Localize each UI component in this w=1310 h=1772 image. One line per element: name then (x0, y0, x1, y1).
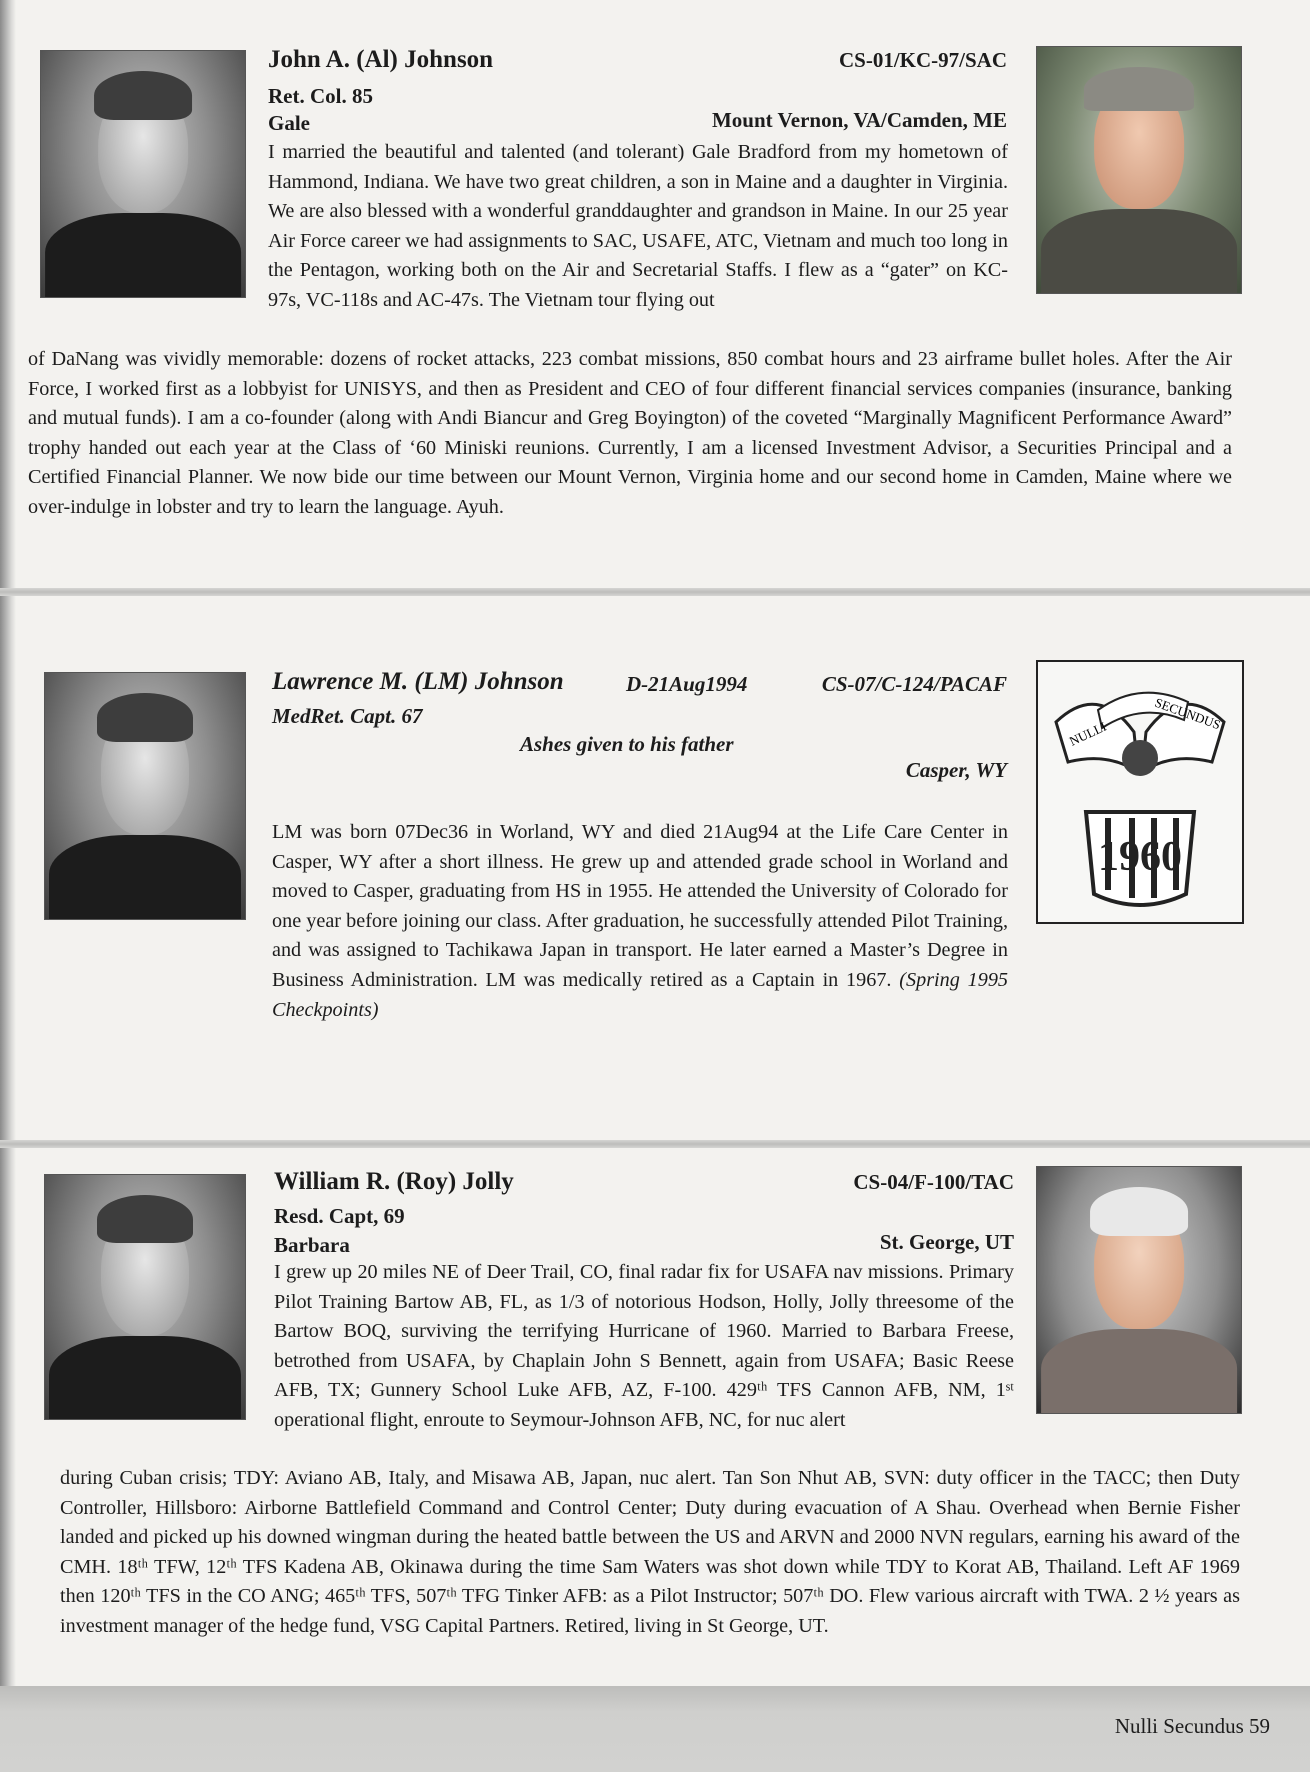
bio-text-wrap: I grew up 20 miles NE of Deer Trail, CO, final radar fix for USAFA nav missions. Primary Pilot Training Bartow AB, FL, as 1/3 of notorious Hodson, Holly, Jolly threesome of the Bartow BOQ, surviving the terrifying Hurricane of 1960. Married to Barbara Freese, betrothed from USAFA, by Chaplain John S Bennett, again from USAFA; Basic Reese AFB, TX; Gunnery School Luke AFB, AZ, F-100. 429ᵗʰ TFS Cannon AFB, NM, 1ˢᵗ operational flight, enroute to Seymour-Johnson AFB, NC, for nuc alert (274, 1261, 1014, 1431)
entry-name: William R. (Roy) Jolly (274, 1168, 514, 1195)
bio-source: (Spring 1995 Checkpoints) (272, 968, 1009, 1021)
entry-location: Casper, WY (905, 758, 1007, 782)
entry-location: St. George, UT (879, 1230, 1014, 1254)
class-crest-1960 (1036, 660, 1244, 924)
footer-label (1115, 1714, 1270, 1739)
entry-john-johnson (0, 0, 1310, 590)
bio-text (272, 818, 1008, 1025)
crest-year: 1960 (1098, 834, 1182, 880)
cadet-photo-william-jolly (44, 1174, 246, 1420)
recent-photo-william-jolly (1036, 1166, 1242, 1414)
page-footer (0, 1686, 1310, 1772)
entry-lawrence-johnson (0, 600, 1310, 1140)
footer-title: Nulli Secundus (1114, 1714, 1244, 1738)
section-divider (0, 588, 1310, 596)
cadet-photo-john-johnson (40, 50, 246, 298)
cadet-photo-lawrence-johnson (44, 672, 246, 920)
entry-death-date: D-21Aug1994 (626, 672, 748, 696)
entry-william-jolly (0, 1150, 1310, 1680)
entry-rank: Ret. Col. 85 (268, 84, 373, 108)
entry-note: Ashes given to his father (520, 732, 734, 756)
entry-spouse: Gale (268, 111, 310, 135)
entry-code: CS-01/KC-97/SAC (838, 48, 1007, 72)
crest-motto-left: NULLI (1066, 718, 1109, 749)
bio-body: LM was born 07Dec36 in Worland, WY and died 21Aug94 at the Life Care Center in Casper, WY after a short illness. He grew up and attended grade school in Worland and moved to Casper, graduating from HS in 1955. He attended the University of Colorado for one year before joining our class. After graduation, he successfully attended Pilot Training, and was assigned to Tachikawa Japan in transport. He later earned a Master’s Degree in Business Administration. LM was medically retired as a Captain in 1967. (272, 821, 1008, 991)
bio-text-full: of DaNang was vividly memorable: dozens of rocket attacks, 223 combat missions, 850 combat hours and 23 airframe bullet holes. After the Air Force, I worked first as a lobbyist for UNISYS, and then as President and CEO of four different financial services companies (insurance, banking and mutual funds). I am a co-founder (along with Andi Biancur and Greg Boyington) of the coveted “Marginally Magnificent Performance Award” trophy handed out each year at the Class of ‘60 Miniski reunions. Currently, I am a licensed Investment Advisor, a Securities Principal and a Certified Financial Planner. We now bide our time between our Mount Vernon, Virginia home and our second home in Camden, Maine where we over-indulge in lobster and try to learn the language. Ayuh. (28, 348, 1232, 518)
crest-icon (1038, 662, 1242, 922)
entry-rank: Resd. Capt, 69 (274, 1204, 405, 1228)
page-number: 59 (1249, 1714, 1270, 1738)
entry-spouse: Barbara (274, 1233, 350, 1257)
entry-location: Mount Vernon, VA/Camden, ME (711, 108, 1007, 132)
entry-code: CS-04/F-100/TAC (853, 1170, 1014, 1194)
recent-photo-john-johnson (1036, 46, 1242, 294)
bio-text-full: during Cuban crisis; TDY: Aviano AB, Italy, and Misawa AB, Japan, nuc alert. Tan Son Nhut AB, SVN: duty officer in the TACC; then Duty Controller, Hillsboro: Airborne Battlefield Command and Control Center; Duty during evacuation of A Shau. Overhead when Bernie Fisher landed and picked up his downed wingman during the heated battle between the US and ARVN and 2000 NVN regulars, earning his award of the CMH. 18ᵗʰ TFW, 12ᵗʰ TFS Kadena AB, Okinawa during the time Sam Waters was shot down while TDY to Korat AB, Thailand. Left AF 1969 then 120ᵗʰ TFS in the CO ANG; 465ᵗʰ TFS, 507ᵗʰ TFG Tinker AFB: as a Pilot Instructor; 507ᵗʰ DO. Flew various aircraft with TWA. 2 ½ years as investment manager of the hedge fund, VSG Capital Partners. Retired, living in St George, UT. (60, 1467, 1240, 1637)
entry-name: John A. (Al) Johnson (268, 46, 494, 73)
entry-name: Lawrence M. (LM) Johnson (272, 668, 564, 695)
entry-rank: MedRet. Capt. 67 (272, 704, 423, 728)
entry-code: CS-07/C-124/PACAF (821, 672, 1007, 696)
bio-text-wrap: I married the beautiful and talented (and tolerant) Gale Bradford from my hometown of Hammond, Indiana. We have two great children, a son in Maine and a daughter in Virginia. We are also blessed with a wonderful granddaughter and grandson in Maine. In our 25 year Air Force career we had assignments to SAC, USAFE, ATC, Vietnam and much too long in the Pentagon, working both on the Air and Secretarial Staffs. I flew as a “gater” on KC-97s, VC-118s and AC-47s. The Vietnam tour flying out (268, 141, 1008, 311)
crest-motto-right: SECUNDUS (1152, 694, 1223, 733)
section-divider (0, 1140, 1310, 1148)
